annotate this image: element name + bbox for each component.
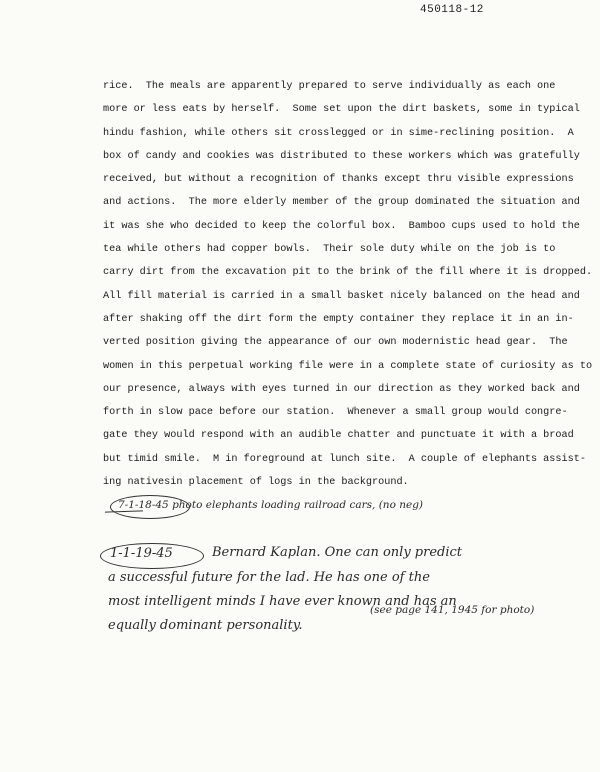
typed-line: our presence, always with eyes turned in our direction as they worked back and	[103, 383, 580, 395]
typed-line: more or less eats by herself. Some set upon the dirt baskets, some in typical	[103, 104, 580, 116]
typed-line: it was she who decided to keep the colorful box. Bamboo cups used to hold the	[103, 220, 580, 232]
handwritten-note-line: a successful future for the lad. He has one of the	[108, 570, 430, 585]
typed-line: forth in slow pace before our station. Whenever a small group would congre-	[103, 407, 568, 419]
typed-line: box of candy and cookies was distributed to these workers which was gratefully	[103, 150, 580, 162]
handwritten-page-reference: (see page 141, 1945 for photo)	[370, 604, 535, 616]
handwritten-note-line: equally dominant personality.	[108, 618, 303, 633]
document-number: 450118-12	[420, 4, 484, 16]
handwritten-note-line: most intelligent minds I have ever known and has an	[108, 594, 457, 609]
typed-line: women in this perpetual working file were in a complete state of curiosity as to	[103, 360, 593, 372]
typed-line: received, but without a recognition of thanks except thru visible expressions	[103, 174, 574, 186]
handwritten-note-line: Bernard Kaplan. One can only predict	[212, 545, 463, 560]
typed-line: verted position giving the appearance of our own modernistic head gear. The	[103, 337, 568, 349]
typed-line: tea while others had copper bowls. Their sole duty while on the job is to	[103, 244, 556, 256]
typed-text-body	[103, 75, 593, 494]
typed-line: gate they would respond with an audible chatter and punctuate it with a broad	[103, 430, 574, 442]
typed-line: hindu fashion, while others sit crosslegged or in sime-reclining position. A	[103, 127, 574, 139]
typed-line: carry dirt from the excavation pit to the brink of the fill where it is dropped.	[103, 267, 593, 279]
typed-line: but timid smile. M in foreground at lunch site. A couple of elephants assist-	[103, 453, 586, 465]
typed-line: All fill material is carried in a small basket nicely balanced on the head and	[103, 290, 580, 302]
typed-line: ing nativesin placement of logs in the background.	[103, 477, 409, 489]
typed-line: after shaking off the dirt form the empty container they replace it in an in-	[103, 313, 574, 325]
typed-line: and actions. The more elderly member of the group dominated the situation and	[103, 197, 580, 209]
typed-line: rice. The meals are apparently prepared to serve individually as each one	[103, 81, 556, 92]
handwritten-photo-note: 7-1-18-45 photo elephants loading railroad cars, (no neg)	[118, 499, 424, 511]
handwritten-note-date: 1-1-19-45	[110, 546, 173, 561]
